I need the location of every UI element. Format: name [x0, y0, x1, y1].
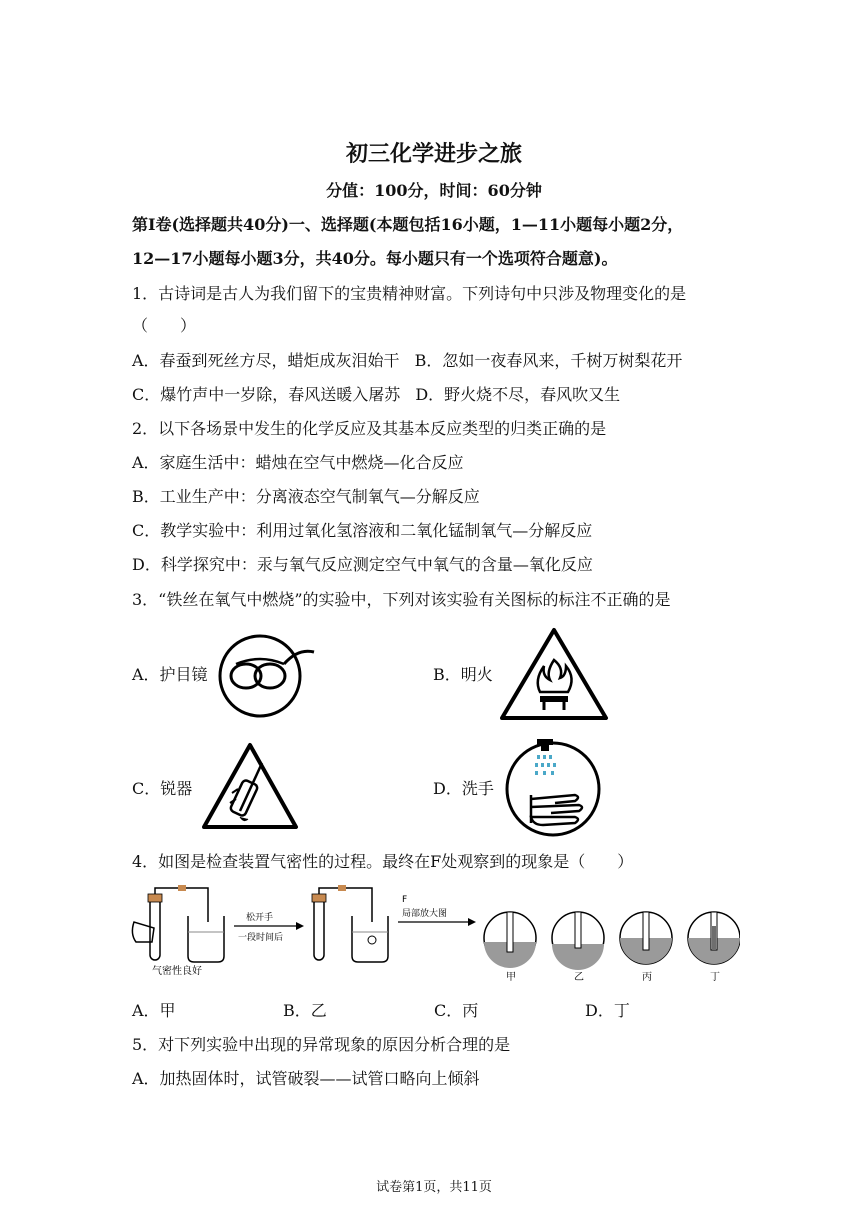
section-heading-line-2: 12—17小题每小题3分，共40分。每小题只有一个选项符合题意)。 [132, 249, 618, 268]
airtightness-check-diagram [126, 882, 740, 990]
question-4-option-c: C．丙 [434, 1001, 479, 1020]
question-4-option-b: B．乙 [283, 1001, 327, 1020]
magnified-view-ding [688, 912, 740, 983]
exam-info: 分值：100分，时间：60分钟 [326, 181, 542, 200]
goggles-icon [214, 630, 320, 718]
beaker-1 [188, 916, 224, 962]
question-2-option-c: C．教学实验中：利用过氧化氢溶液和二氧化锰制氧气—分解反应 [132, 521, 593, 540]
question-1-options-ab [132, 350, 682, 372]
question-4-option-a: A．甲 [132, 1001, 176, 1020]
test-tube-2 [314, 898, 324, 960]
arrow-label-release-hand: 松开手 [246, 913, 274, 923]
figure-caption-airtight: 气密性良好 [152, 966, 202, 977]
question-3-option-d: D．洗手 [433, 779, 494, 798]
label-jia: 甲 [506, 972, 516, 983]
test-tube-1 [150, 898, 160, 960]
label-yi: 乙 [574, 972, 584, 983]
hand-icon [132, 922, 154, 942]
question-1-option-a: A．春蚕到死丝方尽，蜡炬成灰泪始干 [132, 351, 400, 370]
wash-hands-icon [501, 737, 605, 837]
magnified-view-yi [552, 912, 604, 983]
question-2-stem: 2．以下各场景中发生的化学反应及其基本反应类型的归类正确的是 [132, 419, 607, 438]
question-4-option-d: D．丁 [585, 1001, 630, 1020]
question-3-stem: 3．“铁丝在氧气中燃烧”的实验中，下列对该实验有关图标的标注不正确的是 [132, 590, 671, 609]
question-1-answer-paren: （ ） [132, 316, 197, 335]
question-1-option-c: C．爆竹声中一岁除，春风送暖入屠苏 [132, 385, 401, 404]
question-5-stem: 5．对下列实验中出现的异常现象的原因分析合理的是 [132, 1035, 511, 1054]
question-2-option-d: D．科学探究中：汞与氧气反应测定空气中氧气的含量—氧化反应 [132, 555, 593, 574]
label-ding: 丁 [710, 972, 720, 983]
question-1-option-b: B．忽如一夜春风来，千树万树梨花开 [414, 351, 683, 370]
question-4-stem: 4．如图是检查装置气密性的过程。最终在F处观察到的现象是（ ） [132, 852, 634, 871]
label-bing: 丙 [642, 972, 652, 983]
arrow-label-after-a-while: 一段时间后 [238, 933, 284, 943]
section-heading-line-1: 第Ⅰ卷(选择题共40分)一、选择题(本题包括16小题，1—11小题每小题2分， [132, 215, 684, 234]
question-3-option-a: A．护目镜 [132, 665, 208, 684]
question-5-option-a: A．加热固体时，试管破裂——试管口略向上倾斜 [132, 1069, 480, 1088]
page-footer: 试卷第1页，共11页 [376, 1180, 492, 1195]
question-2-option-b: B．工业生产中：分离液态空气制氧气—分解反应 [132, 487, 480, 506]
beaker-2 [352, 916, 388, 962]
question-2-option-a: A．家庭生活中：蜡烛在空气中燃烧—化合反应 [132, 453, 464, 472]
magnified-view-bing [620, 912, 672, 983]
open-flame-icon [498, 626, 610, 722]
question-1-options-cd [132, 384, 620, 406]
question-3-option-c: C．锐器 [132, 779, 193, 798]
page-title: 初三化学进步之旅 [345, 141, 522, 167]
question-3-option-b: B．明火 [433, 665, 493, 684]
magnified-view-jia [484, 912, 536, 983]
point-f-label: F [402, 895, 408, 905]
question-1-option-d: D．野火烧不尽，春风吹又生 [415, 385, 621, 404]
sharp-object-icon [200, 741, 300, 833]
question-1-stem: 1．古诗词是古人为我们留下的宝贵精神财富。下列诗句中只涉及物理变化的是 [132, 284, 687, 303]
arrow-label-enlarged-view: 局部放大图 [402, 909, 448, 919]
